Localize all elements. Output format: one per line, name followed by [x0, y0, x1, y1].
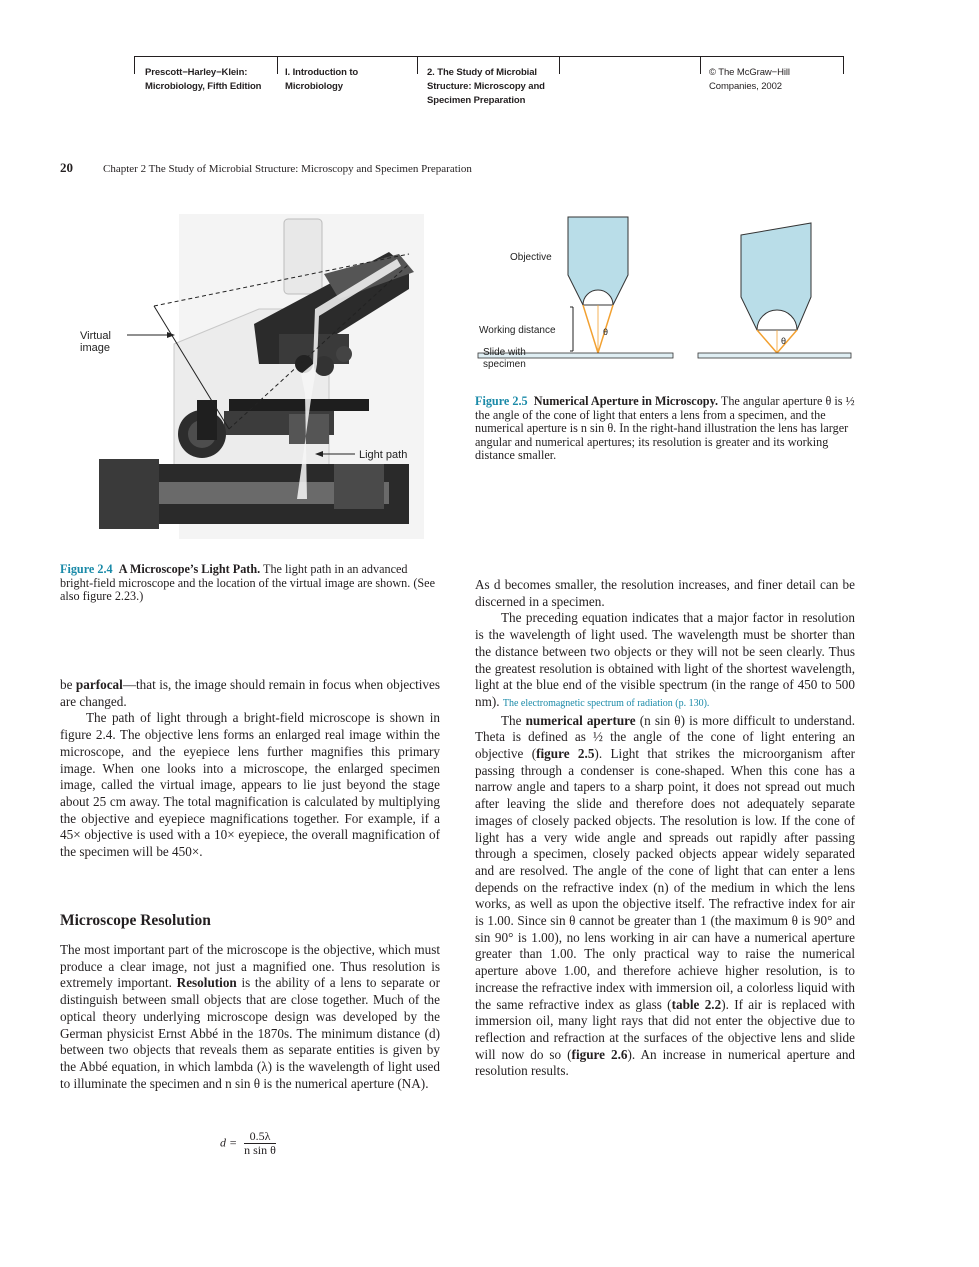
abbe-equation	[220, 1130, 276, 1157]
header-chapter: 2. The Study of Microbial Structure: Microscopy and Specimen Preparation	[427, 67, 545, 106]
paragraph	[60, 677, 440, 710]
caption-label: Figure 2.4	[60, 562, 113, 576]
working-distance-label: Working distance	[479, 325, 556, 336]
left-column-top	[60, 677, 440, 861]
left-column-bottom	[60, 942, 440, 1092]
right-column	[475, 577, 855, 1080]
header-divider	[277, 56, 278, 74]
header-copyright: © The McGraw−Hill Companies, 2002	[709, 67, 790, 92]
text-run: be	[60, 677, 76, 692]
text-run: —that is, the image should remain in focus when objectives are changed.	[60, 677, 440, 709]
text-run: ). An increase in numerical aperture and resolution results.	[475, 1046, 856, 1079]
slide-label: Slide with specimen	[483, 347, 526, 370]
header-divider	[417, 56, 418, 74]
caption-text: The angular aperture θ is ½ the angle of the cone of light that enters a lens from a specimen, and the numerical aperture is n sin θ. In the right-hand illustration the lens has larger angular and numerical apertures; its resolution is greater and its working distance smaller.	[475, 394, 855, 463]
microscope-photo	[79, 214, 424, 539]
objective-label: Objective	[510, 252, 552, 263]
text-run: The	[501, 712, 526, 728]
header-divider	[134, 56, 135, 74]
virtual-image-label: Virtual image	[80, 330, 111, 354]
equation-numerator: 0.5λ	[244, 1130, 276, 1144]
equation-denominator: n sin θ	[244, 1143, 276, 1157]
caption-title: Numerical Aperture in Microscopy.	[533, 394, 719, 408]
figure-reference: figure 2.6	[571, 1046, 628, 1062]
header-authors: Prescott−Harley−Klein: Microbiology, Fifth Edition	[145, 67, 262, 92]
theta-label-left: θ	[603, 327, 609, 337]
caption-text: The light path in an advanced bright-field microscope and the location of the virtual image are shown. (See also figure 2.23.)	[60, 562, 435, 604]
equation-fraction	[244, 1130, 276, 1157]
text-run: ). If air is replaced with immersion oil, many light rays that did not enter the objective due to reflection and refraction at the surfaces of the objective lens and slide will now do so (	[475, 996, 855, 1062]
chapter-title: Chapter 2 The Study of Microbial Structure: Microscopy and Specimen Preparation	[103, 163, 472, 175]
header-divider	[700, 56, 701, 74]
text-run: The most important part of the microscope is the objective, which must produce a clear image, not just a magnified one. Thus resolution is extremely important.	[60, 942, 440, 991]
running-head	[60, 160, 472, 176]
cross-reference-link[interactable]: The electromagnetic spectrum of radiation (p. 130).	[502, 697, 710, 709]
header-divider	[559, 56, 560, 74]
header-part: I. Introduction to Microbiology	[285, 67, 359, 92]
light-path-label: Light path	[359, 449, 408, 461]
text-run: The preceding equation indicates that a major factor in resolution is the wavelength of light used. The wavelength must be shorter than the distance between two objects or they will not be seen clearly. Thus the greatest resolution is obtained with light of the shortest wavelength, light at the blue end of the visible spectrum (in the range of 450 to 500 nm).	[475, 610, 855, 709]
key-term: parfocal	[75, 677, 123, 692]
paragraph	[60, 942, 440, 1092]
section-heading: Microscope Resolution	[60, 912, 211, 929]
paragraph	[475, 610, 855, 712]
numerical-aperture-diagram	[475, 205, 860, 380]
theta-label-right: θ	[781, 336, 787, 346]
text-run: is the ability of a lens to separate or distinguish between small objects that are close together. Much of the optical theory underlying microscope design was developed by the German physicist Ernst Abbé in the 1870s. The minimum distance (d) between two objects that reveals them as separate entities is given by the Abbé equation, in which lambda (λ) is the wavelength of light used to illuminate the specimen and n sin θ is the numerical aperture (NA).	[60, 975, 441, 1091]
header-divider	[843, 56, 844, 74]
figure-2-4-caption	[60, 563, 440, 604]
table-reference: table 2.2	[671, 996, 722, 1012]
caption-label: Figure 2.5	[475, 394, 528, 408]
figure-reference: figure 2.5	[536, 746, 595, 762]
header-rule	[134, 56, 844, 57]
key-term: numerical aperture	[525, 712, 636, 728]
book-header	[134, 56, 844, 116]
paragraph: As d becomes smaller, the resolution increases, and finer detail can be discerned in a specimen.	[475, 577, 855, 609]
key-term: Resolution	[176, 975, 237, 991]
text-run: (n sin θ) is more difficult to understand. Theta is defined as ½ the angle of the cone of light entering an objective (	[475, 712, 855, 762]
text-run: ). Light that strikes the microorganism after passing through a condenser is cone-shaped. When this cone has a narrow angle and tapers to a sharp point, it does not spread out much after leaving the slide and therefore does not adequately separate images of closely packed objects. The resolution is low. If the cone of light has a very wide angle and spreads out rapidly after passing through a specimen, closely packed objects appear widely separated and are resolved. The angle of the cone of light that can enter a lens depends on the refractive index (n) of the medium in which the lens works, as well as upon the objective itself. The refractive index for air is 1.00. Since sin θ cannot be greater than 1 (the maximum θ is 90° and sin 90° is 1.00), no lens working in air can have a numerical aperture greater than 1.00. The only practical way to raise the numerical aperture above 1.00, and therefore achieve higher resolution, is to increase the refractive index with immersion oil, a colorless liquid with the same refractive index as glass (	[475, 746, 855, 1012]
paragraph: The path of light through a bright-field microscope is shown in figure 2.4. The objective lens forms an enlarged real image within the microscope, and the eyepiece lens further magnifies this primary image. When one looks into a microscope, the enlarged specimen image, called the virtual image, appears to lie just beyond the stage about 25 cm away. The total magnification is calculated by multiplying the objective and eyepiece magnifications together. For example, if a 45× objective is used with a 10× eyepiece, the overall magnification of the specimen will be 450×.	[60, 710, 440, 860]
paragraph	[475, 713, 855, 1080]
page-number: 20	[60, 160, 73, 175]
figure-2-5-caption	[475, 395, 860, 463]
equation-lhs: d =	[220, 1135, 238, 1150]
caption-title: A Microscope’s Light Path.	[118, 562, 261, 576]
